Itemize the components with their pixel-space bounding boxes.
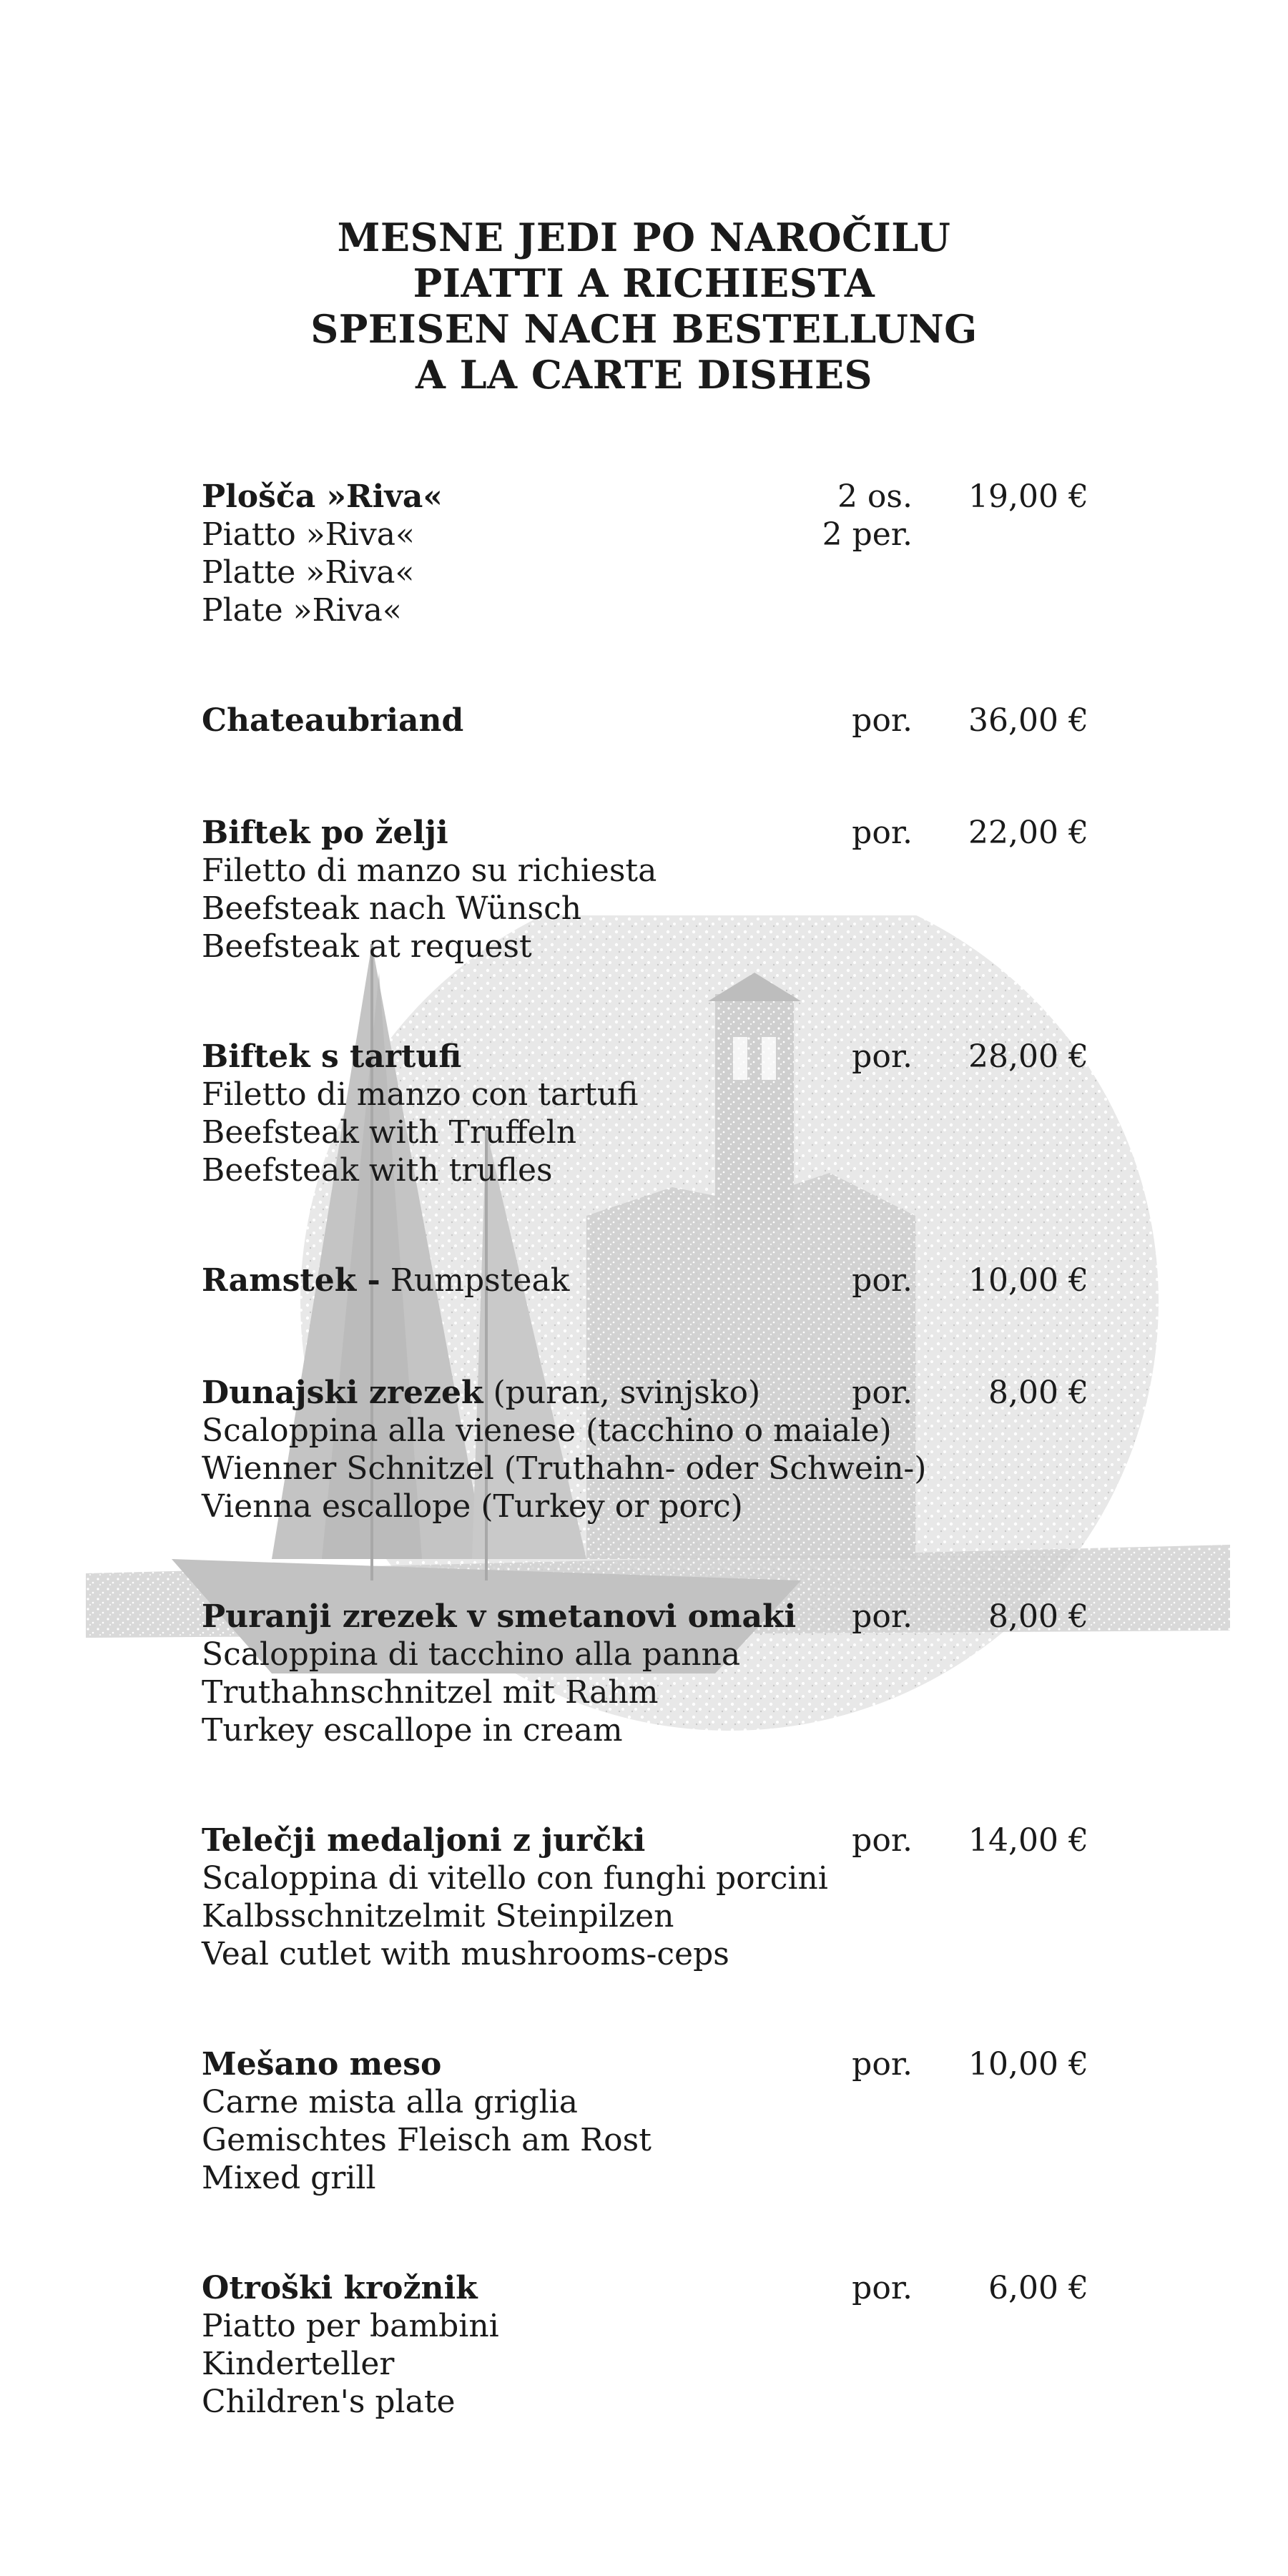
menu-item-portion: por. <box>852 1822 913 1859</box>
menu-item-title: Plošča »Riva« <box>202 478 443 515</box>
menu-header <box>0 215 1288 398</box>
menu-item-translation: Piatto »Riva« <box>202 516 415 553</box>
menu-item-price: 10,00 € <box>968 2046 1088 2083</box>
menu-item <box>202 2045 1088 2197</box>
menu-item-translation: Piatto per bambini <box>202 2308 499 2344</box>
menu-item <box>202 814 1088 965</box>
menu-item-translation: Wienner Schnitzel (Truthahn- oder Schwein-) <box>202 1450 927 1487</box>
header-title-german: SPEISEN NACH BESTELLUNG <box>310 306 978 352</box>
menu-item-subtitle: (puran, svinjsko) <box>483 1375 761 1411</box>
menu-item <box>202 478 1088 629</box>
menu-item-title: Biftek po želji <box>202 815 448 851</box>
menu-item-translation: Platte »Riva« <box>202 554 415 591</box>
menu-item-translation: Scaloppina di tacchino alla panna <box>202 1636 741 1673</box>
menu-item-portion: por. <box>852 815 913 851</box>
menu-item-title: Otroški krožnik <box>202 2270 478 2306</box>
menu-item-portion: por. <box>852 1375 913 1411</box>
menu-item-translation: Kalbsschnitzelmit Steinpilzen <box>202 1898 674 1935</box>
menu-item-name <box>202 1374 1088 1412</box>
menu-item-name <box>202 2045 1088 2083</box>
menu-item-portion: por. <box>852 2046 913 2083</box>
menu-item-translation: Beefsteak with Truffeln <box>202 1114 577 1151</box>
menu-item-price: 14,00 € <box>968 1822 1088 1859</box>
menu-item-title: Biftek s tartufi <box>202 1038 462 1075</box>
menu-item-translation: Scaloppina alla vienese (tacchino o maiale) <box>202 1412 892 1449</box>
menu-item-name <box>202 1598 1088 1636</box>
menu-item-translation: Gemischtes Fleisch am Rost <box>202 2122 652 2158</box>
menu-item <box>202 702 1088 739</box>
menu-item-title: Telečji medaljoni z jurčki <box>202 1822 646 1859</box>
menu-item-translation: Beefsteak at request <box>202 928 532 965</box>
menu-item-name <box>202 814 1088 852</box>
menu-item <box>202 1038 1088 1189</box>
menu-item <box>202 1262 1088 1299</box>
menu-item-title: Dunajski zrezek <box>202 1375 483 1411</box>
menu-item-portion: 2 per. <box>822 516 913 553</box>
menu-item-translation: Carne mista alla griglia <box>202 2084 578 2120</box>
menu-item-price: 19,00 € <box>968 478 1088 515</box>
menu-item-subtitle: Rumpsteak <box>380 1262 570 1299</box>
menu-item-title: Puranji zrezek v smetanovi omaki <box>202 1598 797 1635</box>
menu-item-portion: 2 os. <box>837 478 913 515</box>
menu-item-portion: por. <box>852 702 913 739</box>
menu-item-price: 28,00 € <box>968 1038 1088 1075</box>
menu-item-name <box>202 1822 1088 1859</box>
menu-item <box>202 1374 1088 1525</box>
menu-item <box>202 1598 1088 1749</box>
menu-item-title: Ramstek - <box>202 1262 380 1299</box>
menu-item <box>202 1822 1088 1973</box>
menu-item-translation: Kinderteller <box>202 2346 395 2382</box>
menu-item-name <box>202 1262 1088 1299</box>
menu-item-portion: por. <box>852 1262 913 1299</box>
menu-item-price: 8,00 € <box>988 1598 1088 1635</box>
menu-item-translation: Filetto di manzo con tartufi <box>202 1076 639 1113</box>
menu-item-translation: Mixed grill <box>202 2160 376 2196</box>
menu-item-title: Chateaubriand <box>202 702 464 739</box>
menu-item-translation: Children's plate <box>202 2384 456 2420</box>
menu-item-name <box>202 702 1088 739</box>
menu-item <box>202 2269 1088 2421</box>
menu-item-translation: Plate »Riva« <box>202 592 402 629</box>
header-title-english: A LA CARTE DISHES <box>415 352 873 398</box>
menu-item-translation: Turkey escallope in cream <box>202 1712 623 1749</box>
menu-item-price: 6,00 € <box>988 2270 1088 2306</box>
menu-item-portion: por. <box>852 1038 913 1075</box>
header-title-slovenian: MESNE JEDI PO NAROČILU <box>337 215 951 260</box>
menu-item-translation: Scaloppina di vitello con funghi porcini <box>202 1860 828 1897</box>
menu-item-name <box>202 478 1088 516</box>
menu-item-title: Mešano meso <box>202 2046 442 2083</box>
menu-item-translation: Filetto di manzo su richiesta <box>202 852 657 889</box>
menu-item-price: 22,00 € <box>968 815 1088 851</box>
menu-item-portion: por. <box>852 1598 913 1635</box>
menu-item-name <box>202 1038 1088 1076</box>
menu-item-portion: por. <box>852 2270 913 2306</box>
menu-item-translation: Beefsteak with trufles <box>202 1152 553 1189</box>
menu-item-translation: Truthahnschnitzel mit Rahm <box>202 1674 659 1711</box>
menu-item-price: 36,00 € <box>968 702 1088 739</box>
menu-item-name <box>202 2269 1088 2307</box>
header-title-italian: PIATTI A RICHIESTA <box>413 260 875 306</box>
menu-item-translation: Beefsteak nach Wünsch <box>202 890 582 927</box>
menu-item-translation: Vienna escallope (Turkey or porc) <box>202 1488 743 1525</box>
menu-item-price: 8,00 € <box>988 1375 1088 1411</box>
menu-item-price: 10,00 € <box>968 1262 1088 1299</box>
menu-item-translation: Veal cutlet with mushrooms-ceps <box>202 1936 729 1972</box>
